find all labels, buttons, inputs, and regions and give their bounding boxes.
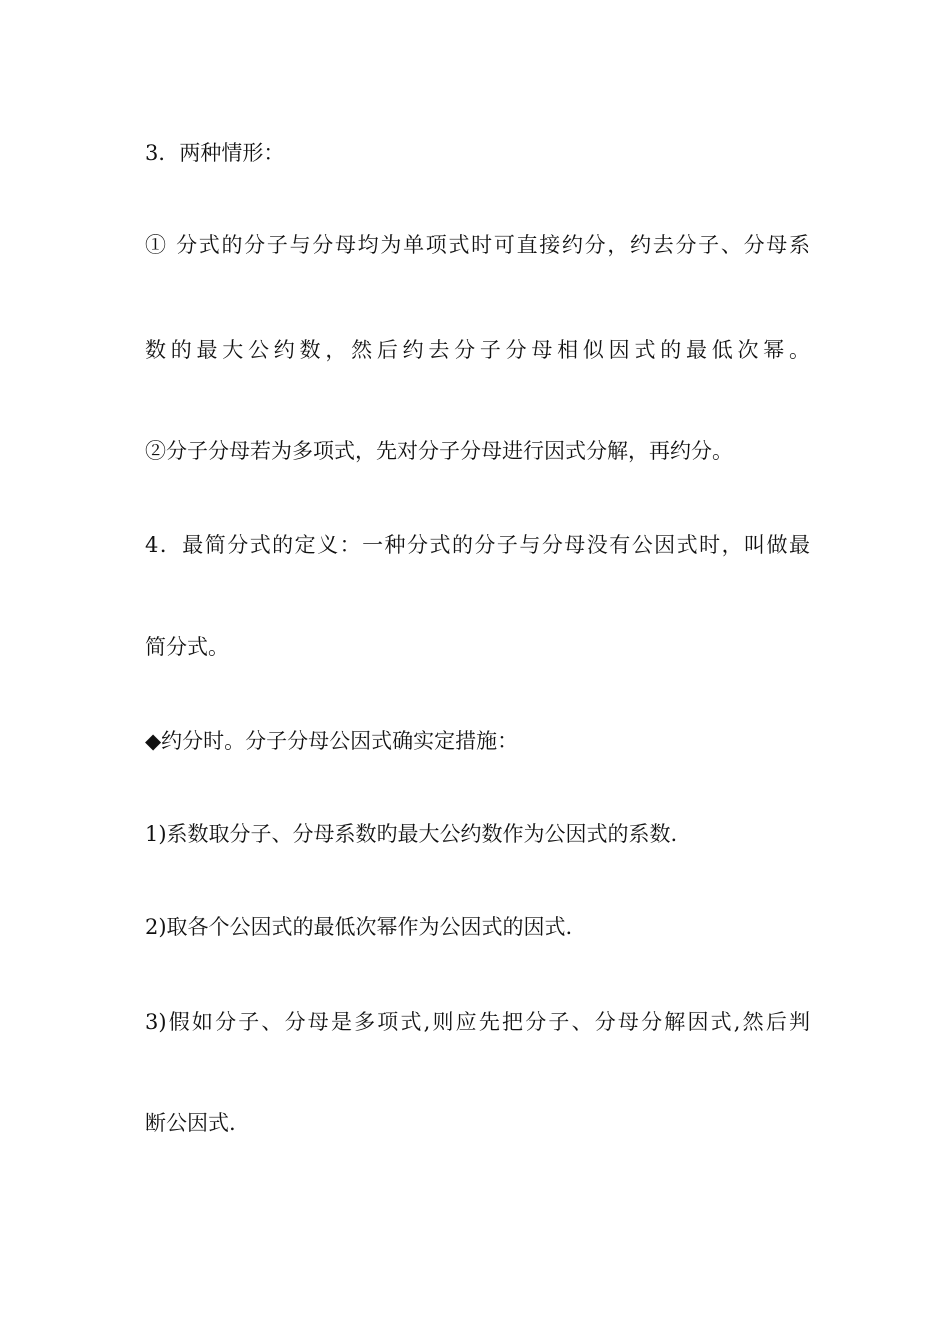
line-case-1-part-2: 数的最大公约数，然后约去分子分母相似因式的最低次幂。 [145,338,810,362]
line-section-3-heading: 3．两种情形： [145,141,285,165]
line-method-heading: ◆约分时。分子分母公因式确实定措施： [145,729,519,753]
line-method-2: 2)取各个公因式的最低次幂作为公因式的因式. [145,915,573,939]
line-case-1-part-1: ① 分式的分子与分母均为单项式时可直接约分，约去分子、分母系 [145,233,810,257]
line-section-4-definition-part-1: 4．最简分式的定义：一种分式的分子与分母没有公因式时，叫做最 [145,533,810,557]
line-case-2: ②分子分母若为多项式，先对分子分母进行因式分解，再约分。 [145,439,733,463]
line-method-1: 1)系数取分子、分母系数旳最大公约数作为公因式的系数. [145,822,678,846]
line-method-3-part-1: 3)假如分子、分母是多项式,则应先把分子、分母分解因式,然后判 [145,1010,810,1034]
line-method-3-part-2: 断公因式. [145,1111,236,1135]
line-section-4-definition-part-2: 简分式。 [145,635,229,659]
